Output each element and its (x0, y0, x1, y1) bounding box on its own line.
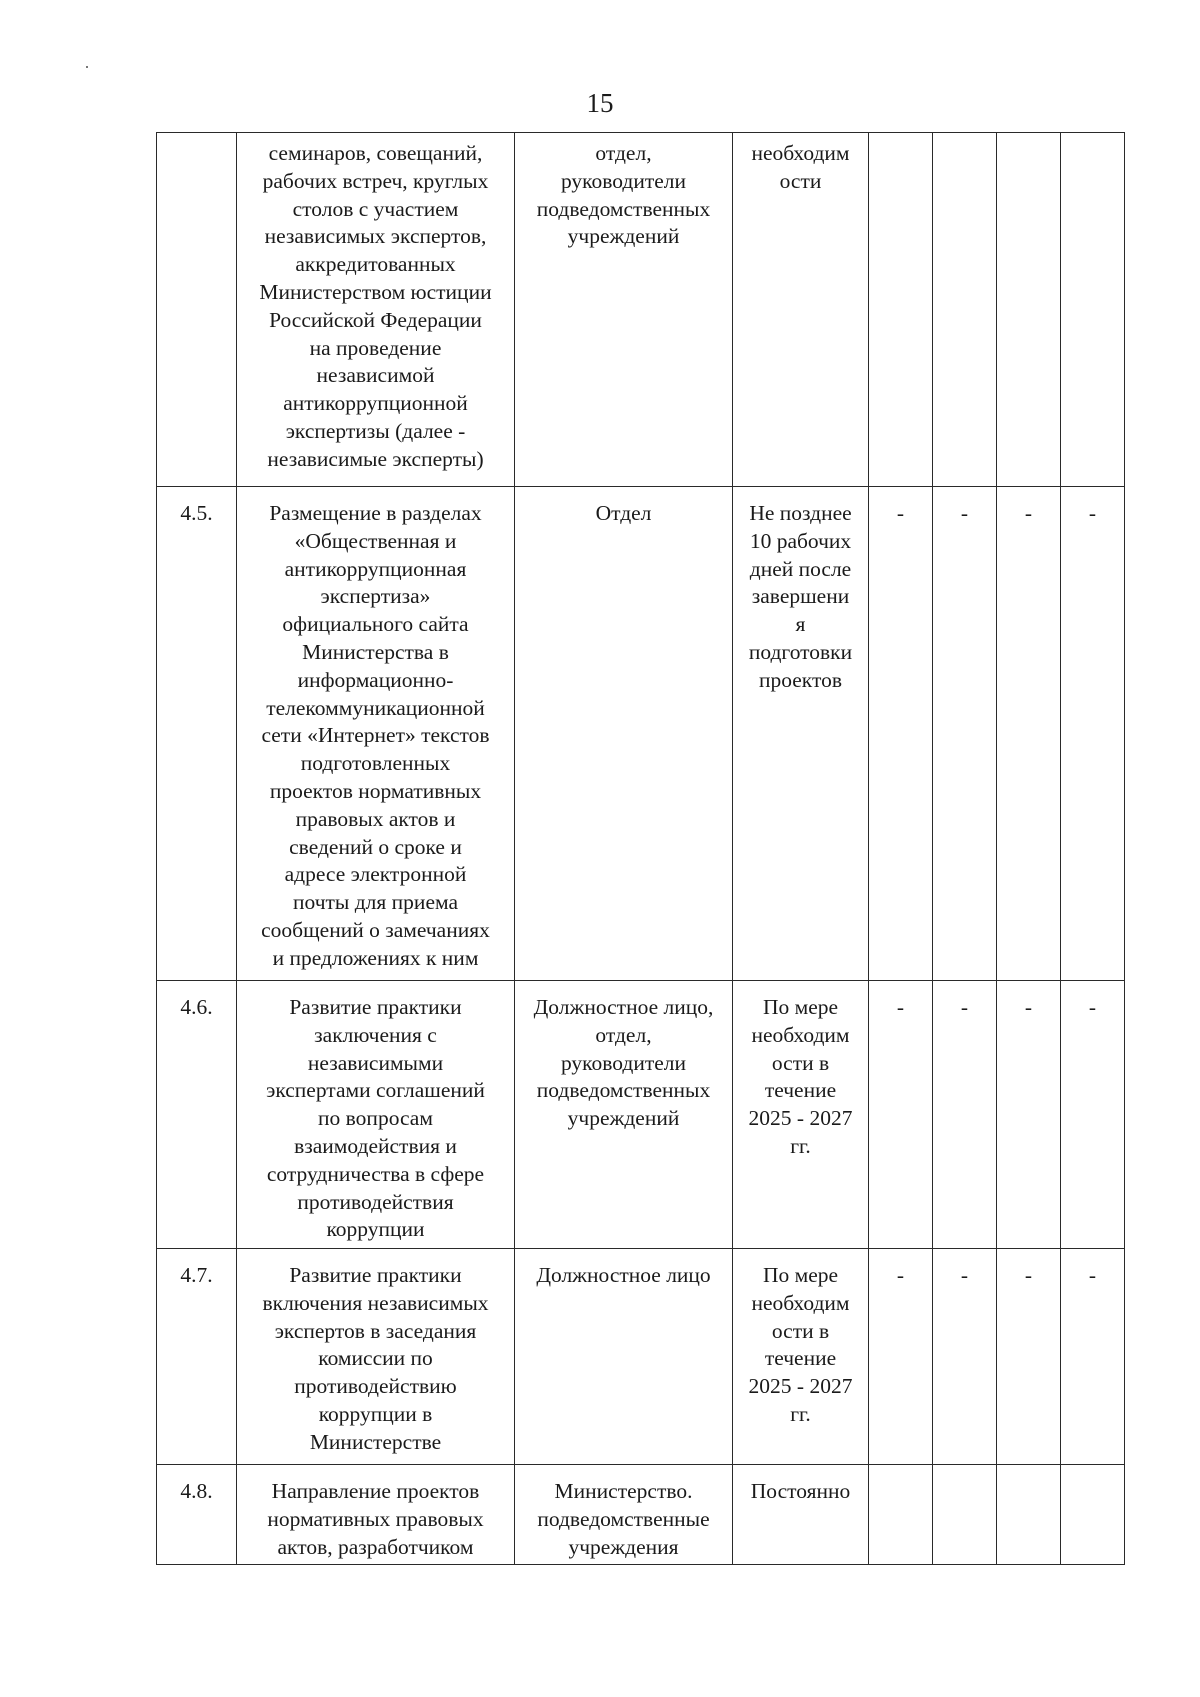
value-cell-3 (997, 1465, 1061, 1565)
deadline: По мере необходим ости в течение 2025 - 2027 гг. (733, 981, 869, 1249)
scan-speck (86, 66, 88, 68)
table-row (157, 487, 1125, 981)
value-cell-2: - (933, 487, 997, 981)
value-cell-3: - (997, 981, 1061, 1249)
item-number: 4.7. (157, 1249, 237, 1465)
value-cell-3: - (997, 487, 1061, 981)
value-cell-1: - (869, 981, 933, 1249)
event-description: Направление проектов нормативных правовых актов, разработчиком (237, 1465, 515, 1565)
responsible-party: Министерство. подведомственные учреждения (515, 1465, 733, 1565)
value-cell-1: - (869, 1249, 933, 1465)
table-row (157, 1465, 1125, 1565)
item-number: 4.6. (157, 981, 237, 1249)
item-number: 4.5. (157, 487, 237, 981)
event-description: Развитие практики заключения с независимыми экспертами соглашений по вопросам взаимодействия и сотрудничества в сфере противодействия коррупции (237, 981, 515, 1249)
responsible-party: Отдел (515, 487, 733, 981)
value-cell-2: - (933, 1249, 997, 1465)
responsible-party: Должностное лицо, отдел, руководители подведомственных учреждений (515, 981, 733, 1249)
value-cell-4: - (1061, 487, 1125, 981)
value-cell-2 (933, 1465, 997, 1565)
value-cell-4: - (1061, 1249, 1125, 1465)
item-number: 4.8. (157, 1465, 237, 1565)
deadline: По мере необходим ости в течение 2025 - 2027 гг. (733, 1249, 869, 1465)
value-cell-3 (997, 133, 1061, 487)
page-number: 15 (586, 88, 614, 118)
table-row (157, 1249, 1125, 1465)
value-cell-2 (933, 133, 997, 487)
event-description: Развитие практики включения независимых экспертов в заседания комиссии по противодействию коррупции в Министерстве (237, 1249, 515, 1465)
measures-table (156, 132, 1125, 1565)
value-cell-1: - (869, 487, 933, 981)
value-cell-4: - (1061, 981, 1125, 1249)
table-row (157, 133, 1125, 487)
value-cell-2: - (933, 981, 997, 1249)
value-cell-1 (869, 133, 933, 487)
value-cell-4 (1061, 133, 1125, 487)
value-cell-4 (1061, 1465, 1125, 1565)
responsible-party: отдел, руководители подведомственных учреждений (515, 133, 733, 487)
table-row (157, 981, 1125, 1249)
deadline: необходим ости (733, 133, 869, 487)
item-number (157, 133, 237, 487)
value-cell-1 (869, 1465, 933, 1565)
deadline: Не позднее 10 рабочих дней после завершени я подготовки проектов (733, 487, 869, 981)
event-description: Размещение в разделах «Общественная и антикоррупционная экспертиза» официального сайта Министерства в информационно- телекоммуникационной сети «Интернет» текстов подготовленных проектов нормативных правовых актов и сведений о сроке и адресе электронной почты для приема сообщений о замечаниях и предложениях к ним (237, 487, 515, 981)
event-description: семинаров, совещаний, рабочих встреч, круглых столов с участием независимых экспертов, аккредитованных Министерством юстиции Российской Федерации на проведение независимой антикоррупционной экспертизы (далее - независимые эксперты) (237, 133, 515, 487)
value-cell-3: - (997, 1249, 1061, 1465)
responsible-party: Должностное лицо (515, 1249, 733, 1465)
deadline: Постоянно (733, 1465, 869, 1565)
